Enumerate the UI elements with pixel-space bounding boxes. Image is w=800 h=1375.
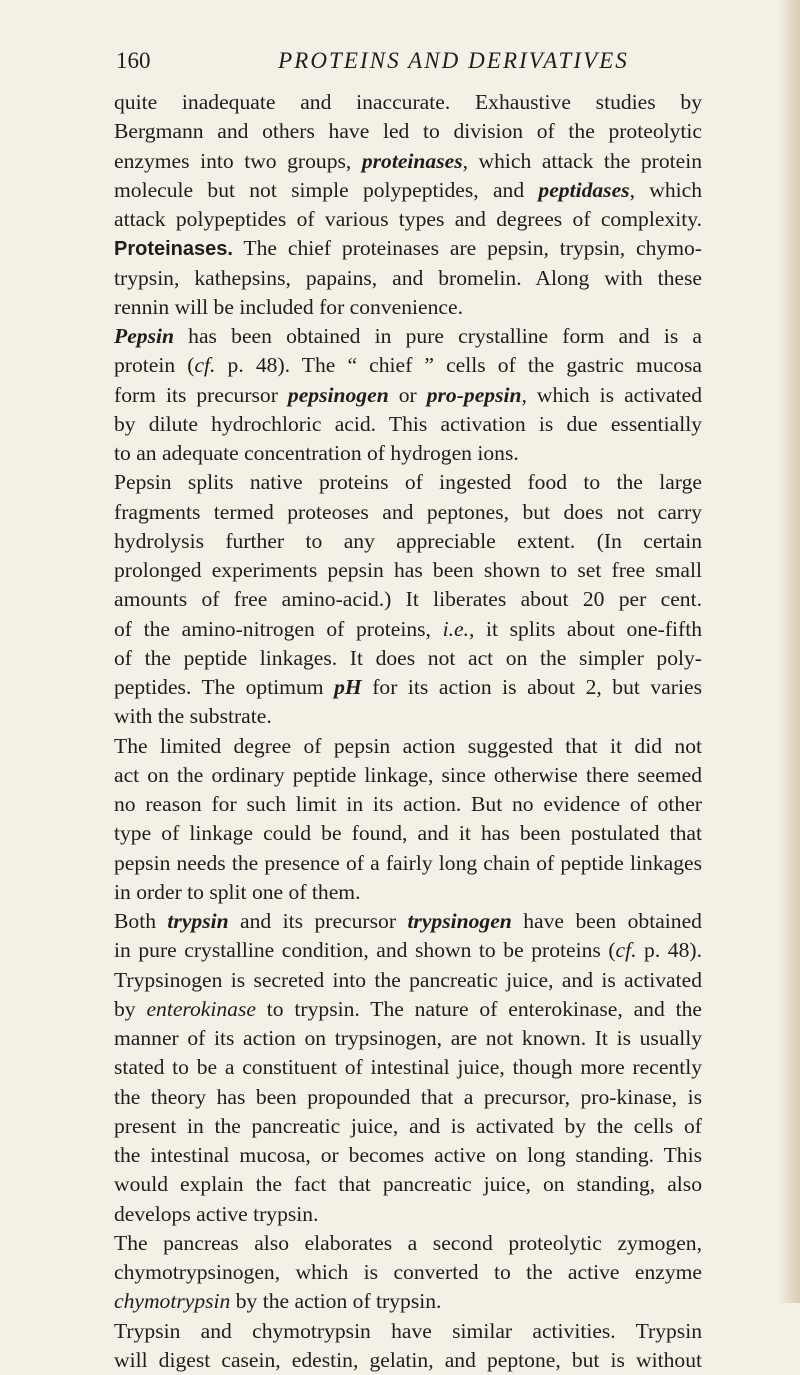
text-line: pepsin needs the presence of a fairly long chain of peptide linkages (114, 850, 702, 875)
text-line: trypsin, kathepsins, papains, and bromelin. Along with these (114, 265, 702, 290)
text-line: chymotrypsin by the action of trypsin. (114, 1289, 442, 1314)
text-line: act on the ordinary peptide linkage, since otherwise there seemed (114, 762, 702, 787)
text-line: of the peptide linkages. It does not act on the simpler poly- (114, 645, 702, 670)
text-line: The pancreas also elaborates a second proteolytic zymogen, (114, 1230, 702, 1255)
text-line: with the substrate. (114, 704, 272, 729)
text-line: form its precursor pepsinogen or pro-pepsin, which is activated (114, 382, 702, 407)
text-line: by dilute hydrochloric acid. This activation is due essentially (114, 411, 702, 436)
text-line: chymotrypsinogen, which is converted to the active enzyme (114, 1260, 702, 1284)
text-line: Bergmann and others have led to division of the proteolytic (114, 119, 702, 144)
text-line: stated to be a constituent of intestinal juice, though more recently (114, 1055, 702, 1080)
page-header (116, 48, 701, 82)
text-line: prolonged experiments pepsin has been shown to set free small (114, 558, 702, 582)
text-line: the theory has been propounded that a precursor, pro-kinase, is (114, 1084, 702, 1109)
body-text (114, 88, 702, 1375)
text-line: Pepsin has been obtained in pure crystalline form and is a (114, 324, 702, 348)
running-head: PROTEINS AND DERIVATIVES (278, 48, 629, 73)
text-line: no reason for such limit in its action. But no evidence of other (114, 792, 702, 816)
text-line: molecule but not simple polypeptides, and peptidases, which (114, 177, 702, 202)
text-line: Pepsin splits native proteins of ingested food to the large (114, 470, 702, 495)
page-number: 160 (116, 48, 151, 73)
page-edge-shadow (778, 0, 800, 1303)
text-line: of the amino-nitrogen of proteins, i.e., it splits about one-fifth (114, 616, 702, 641)
text-line: type of linkage could be found, and it has been postulated that (114, 821, 702, 846)
text-line: fragments termed proteoses and peptones, but does not carry (114, 499, 702, 524)
text-line: enzymes into two groups, proteinases, which attack the protein (114, 148, 702, 173)
text-line: Both trypsin and its precursor trypsinogen have been obtained (114, 909, 702, 933)
text-line: manner of its action on trypsinogen, are not known. It is usually (114, 1026, 702, 1050)
text-line: peptides. The optimum pH for its action is about 2, but varies (114, 675, 702, 699)
text-line: The limited degree of pepsin action suggested that it did not (114, 733, 702, 758)
text-line: rennin will be included for convenience. (114, 294, 463, 319)
text-line: in order to split one of them. (114, 879, 361, 904)
text-line: present in the pancreatic juice, and is activated by the cells of (114, 1113, 702, 1138)
text-line: would explain the fact that pancreatic juice, on standing, also (114, 1172, 702, 1197)
text-line: Proteinases. The chief proteinases are pepsin, trypsin, chymo- (114, 236, 702, 261)
text-line: protein (cf. p. 48). The “ chief ” cells of the gastric mucosa (114, 353, 702, 378)
text-line: the intestinal mucosa, or becomes active on long standing. This (114, 1143, 702, 1167)
text-line: hydrolysis further to any appreciable extent. (In certain (114, 528, 702, 553)
text-line: in pure crystalline condition, and shown to be proteins (cf. p. 48). (114, 938, 702, 963)
text-line: Trypsinogen is secreted into the pancreatic juice, and is activated (114, 967, 702, 992)
text-line: Trypsin and chymotrypsin have similar activities. Trypsin (114, 1318, 702, 1343)
text-line: by enterokinase to trypsin. The nature of enterokinase, and the (114, 996, 702, 1021)
text-line: quite inadequate and inaccurate. Exhaustive studies by (114, 90, 702, 114)
text-line: amounts of free amino-acid.) It liberates about 20 per cent. (114, 587, 702, 612)
text-line: attack polypeptides of various types and degrees of complexity. (114, 207, 702, 231)
text-line: to an adequate concentration of hydrogen ions. (114, 441, 519, 465)
text-line: develops active trypsin. (114, 1201, 319, 1226)
text-line: will digest casein, edestin, gelatin, and peptone, but is without (114, 1347, 702, 1372)
